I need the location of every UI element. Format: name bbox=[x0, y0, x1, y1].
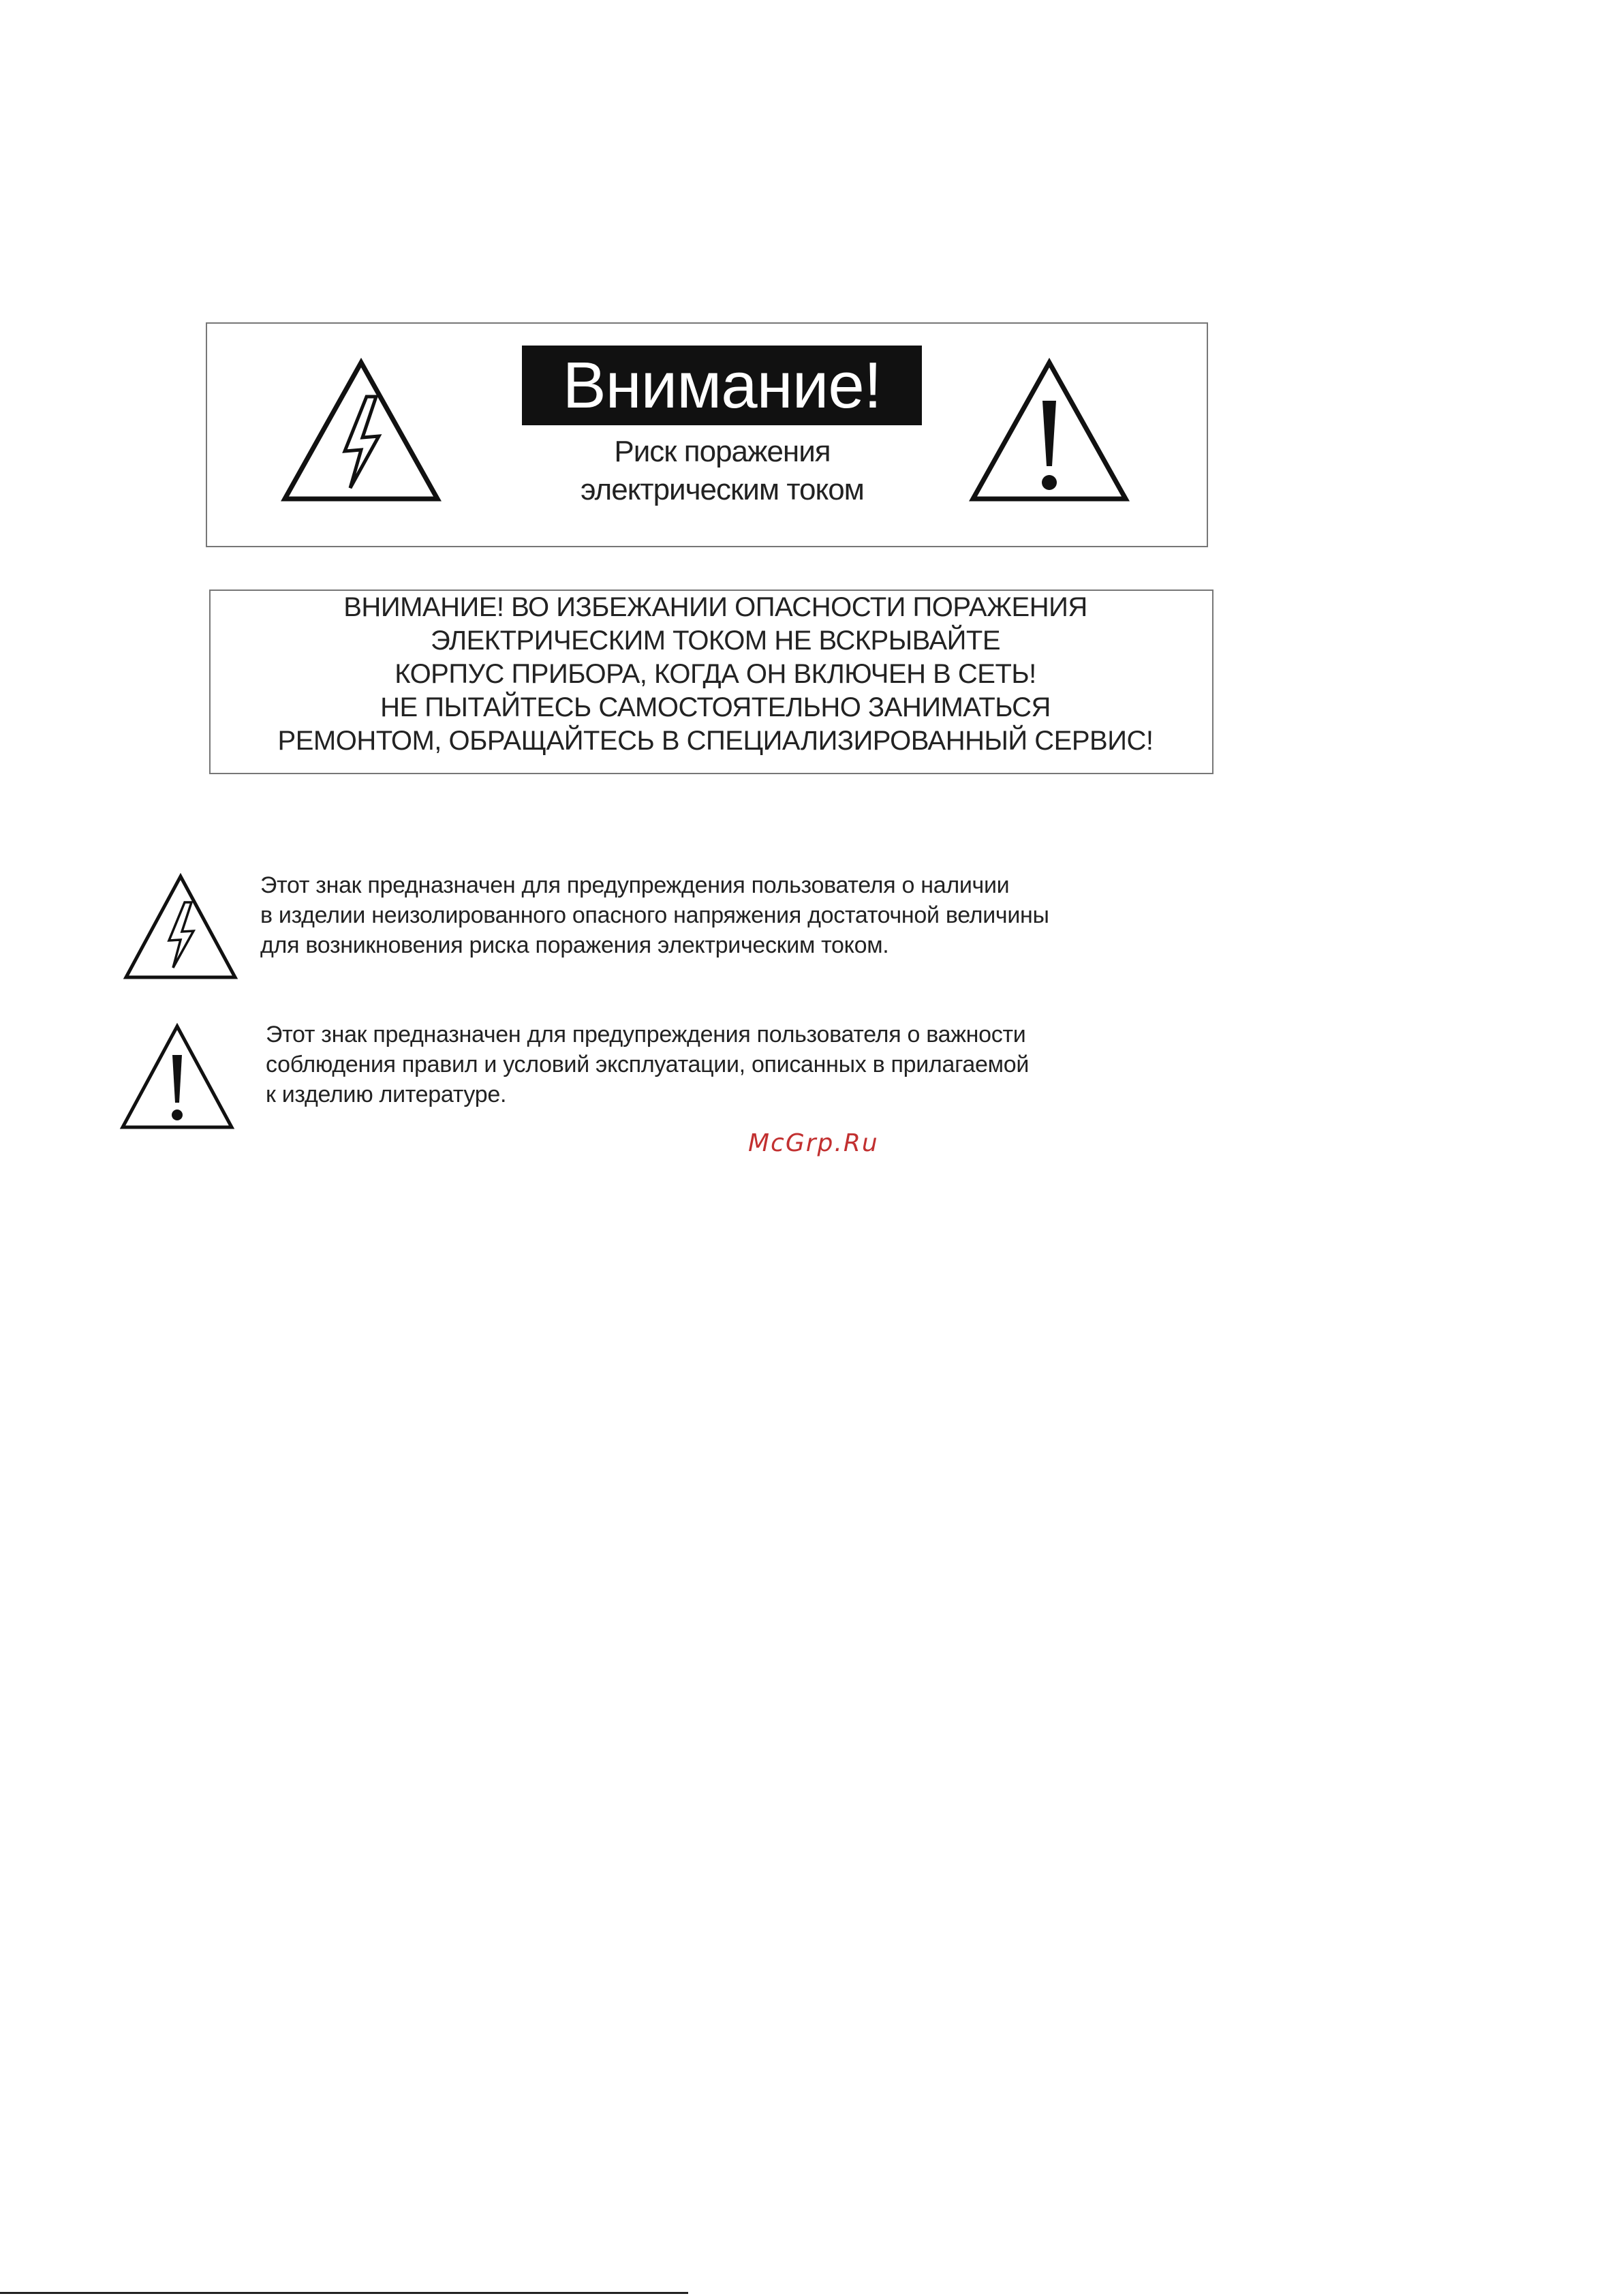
legend-item-exclamation bbox=[266, 1020, 1029, 1109]
warning-line: РЕМОНТОМ, ОБРАЩАЙТЕСЬ В СПЕЦИАЛИЗИРОВАННЫЙ СЕРВИС! bbox=[277, 726, 1154, 756]
legend-line: к изделию литературе. bbox=[266, 1082, 507, 1107]
exclamation-warning-icon bbox=[968, 354, 1131, 504]
warning-line: НЕ ПЫТАЙТЕСЬ САМОСТОЯТЕЛЬНО ЗАНИМАТЬСЯ bbox=[380, 692, 1051, 722]
legend-line: соблюдения правил и условий эксплуатации, описанных в прилагаемой bbox=[266, 1052, 1030, 1077]
legend-item-voltage bbox=[260, 870, 1049, 960]
watermark: McGrp.Ru bbox=[748, 1129, 879, 1157]
page-bottom-rule bbox=[0, 2292, 688, 2294]
high-voltage-warning-icon bbox=[279, 354, 443, 504]
legend-line: в изделии неизолированного опасного напряжения достаточной величины bbox=[260, 902, 1049, 928]
warning-line: КОРПУС ПРИБОРА, КОГДА ОН ВКЛЮЧЕН В СЕТЬ! bbox=[395, 659, 1036, 689]
warning-line: ЭЛЕКТРИЧЕСКИМ ТОКОМ НЕ ВСКРЫВАЙТЕ bbox=[430, 626, 1001, 656]
warning-text bbox=[225, 591, 1206, 758]
warning-line: ВНИМАНИЕ! ВО ИЗБЕЖАНИИ ОПАСНОСТИ ПОРАЖЕНИЯ bbox=[343, 592, 1087, 622]
banner-subtitle-line2: электрическим током bbox=[581, 473, 864, 506]
exclamation-warning-icon bbox=[119, 1022, 235, 1131]
high-voltage-warning-icon bbox=[123, 872, 238, 981]
banner-title: Внимание! bbox=[522, 346, 922, 425]
legend-line: для возникновения риска поражения электрическим током. bbox=[260, 932, 889, 958]
legend-line: Этот знак предназначен для предупреждения пользователя о важности bbox=[266, 1022, 1026, 1047]
legend-line: Этот знак предназначен для предупреждения пользователя о наличии bbox=[260, 872, 1010, 898]
banner-subtitle-line1: Риск поражения bbox=[614, 435, 831, 468]
